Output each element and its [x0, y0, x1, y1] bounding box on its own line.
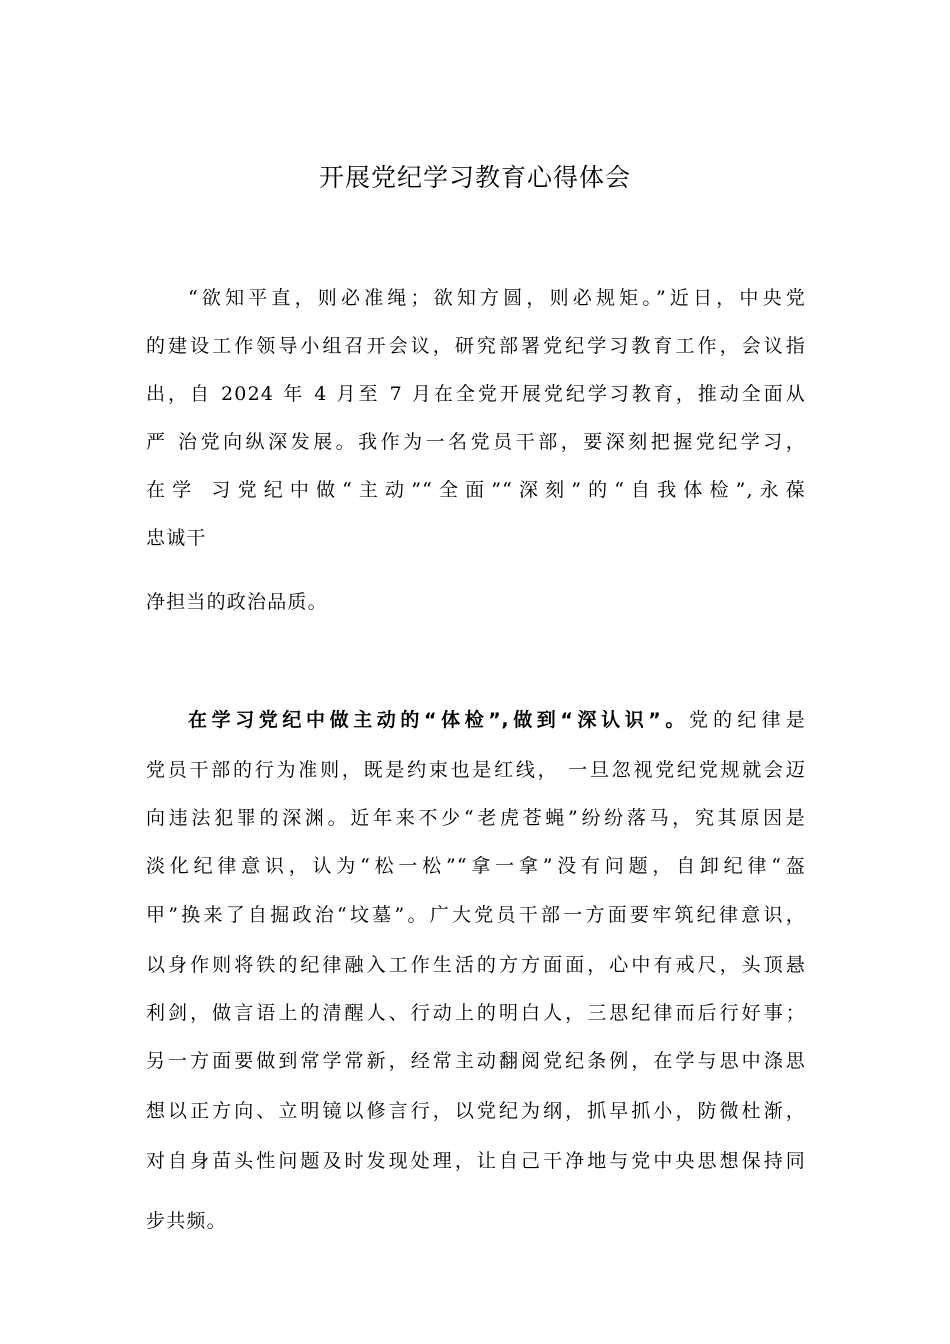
- section-1-heading: 在学习党纪中做主动的“体检”,做到“深认识”。: [188, 709, 689, 731]
- paragraph-line: 净担当的政治品质。: [146, 591, 328, 613]
- paragraph-line: 党员干部的行为准则，既是约束也是红线， 一旦忽视党纪党规就会迈: [146, 759, 806, 781]
- paragraph-line: 忠诚干: [146, 527, 207, 549]
- paragraph-line: 以身作则将铁的纪律融入工作生活的方方面面，心中有戒尺，头顶悬: [146, 954, 806, 976]
- paragraph-line: 想以正方向、立明镜以修言行，以党纪为纲，抓早抓小，防微杜渐，: [146, 1100, 806, 1122]
- section-1-first-line: [188, 705, 806, 735]
- section-1-first-line-rest: 党的纪律是: [688, 709, 806, 731]
- paragraph-line: 出，自 2024 年 4 月至 7 月在全党开展党纪学习教育，推动全面从: [146, 383, 806, 405]
- paragraph-line: “欲知平直，则必准绳；欲知方圆，则必规矩。”近日，中央党: [188, 287, 806, 309]
- paragraph-line: 步共频。: [146, 1210, 227, 1232]
- paragraph-line: 淡化纪律意识，认为“松一松”“拿一拿”没有问题，自卸纪律“盔: [146, 855, 806, 877]
- paragraph-line: 利剑，做言语上的清醒人、行动上的明白人，三思纪律而后行好事；: [146, 1002, 806, 1024]
- paragraph-line: 在学 习党纪中做“主动”“全面”“深刻”的“自我体检”,永葆: [146, 479, 806, 501]
- paragraph-line: 甲”换来了自掘政治“坟墓”。广大党员干部一方面要牢筑纪律意识，: [146, 904, 806, 926]
- paragraph-line: 对自身苗头性问题及时发现处理，让自己干净地与党中央思想保持同: [146, 1150, 806, 1172]
- paragraph-line: 严 治党向纵深发展。我作为一名党员干部，要深刻把握党纪学习，: [146, 431, 806, 453]
- paragraph-line: 向违法犯罪的深渊。近年来不少“老虎苍蝇”纷纷落马，究其原因是: [146, 807, 806, 829]
- document-title: 开展党纪学习教育心得体会: [318, 163, 631, 192]
- paragraph-line: 另一方面要做到常学常新，经常主动翻阅党纪条例，在学与思中涤思: [146, 1050, 806, 1072]
- paragraph-line: 的建设工作领导小组召开会议，研究部署党纪学习教育工作，会议指: [146, 335, 806, 357]
